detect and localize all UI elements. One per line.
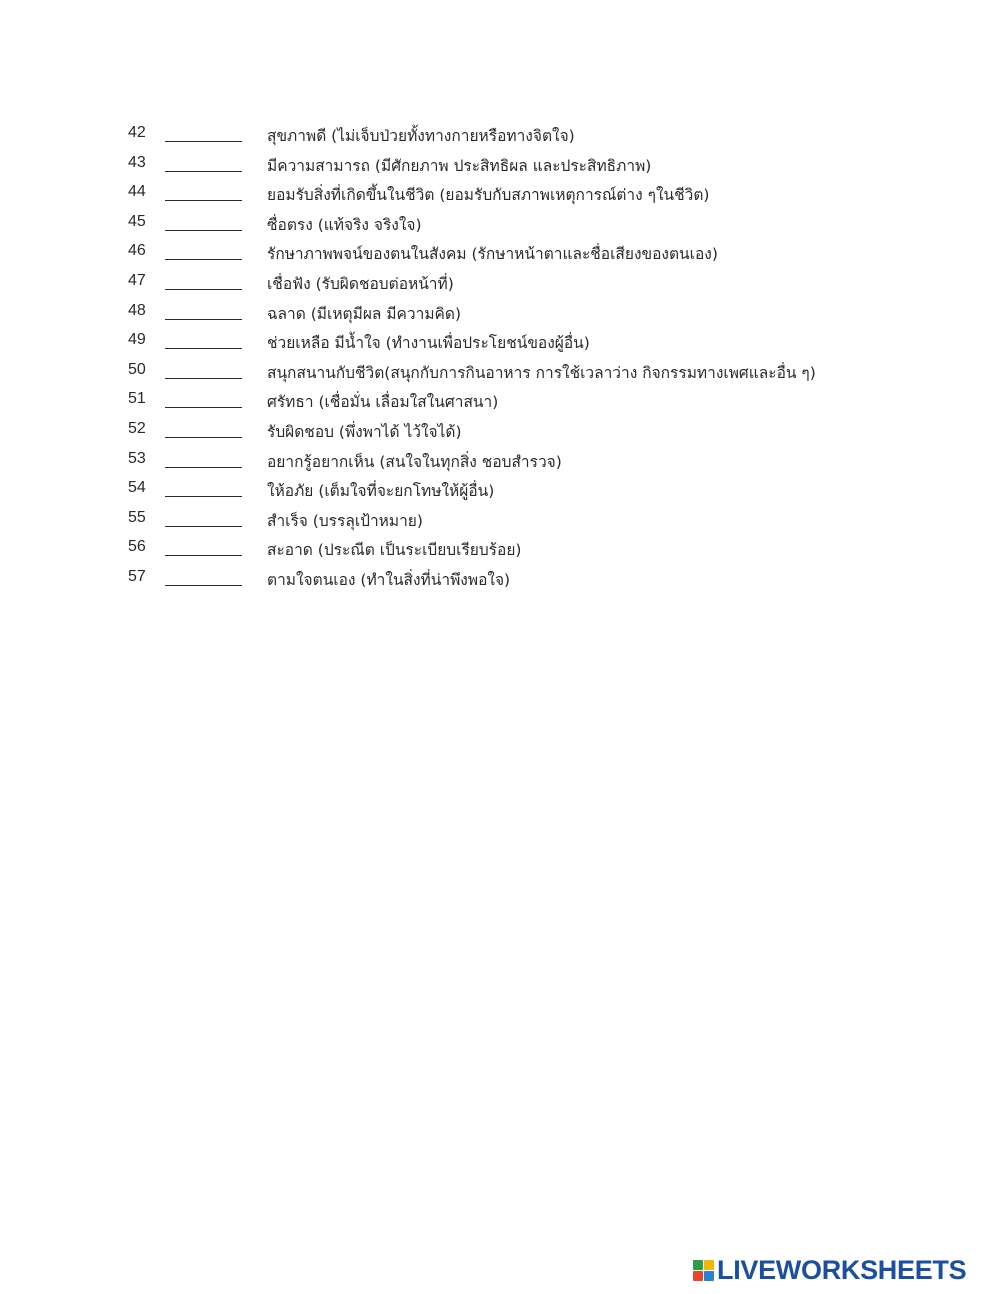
answer-blank[interactable] bbox=[165, 259, 242, 260]
list-item bbox=[0, 327, 1000, 357]
answer-blank[interactable] bbox=[165, 526, 242, 527]
item-number: 42 bbox=[128, 124, 146, 141]
list-item bbox=[0, 564, 1000, 594]
item-text: ยอมรับสิ่งที่เกิดขึ้นในชีวิต (ยอมรับกับสภาพเหตุการณ์ต่าง ๆในชีวิต) bbox=[267, 186, 710, 205]
list-item bbox=[0, 268, 1000, 298]
liveworksheets-logo-icon bbox=[693, 1260, 714, 1281]
item-text: ให้อภัย (เต็มใจที่จะยกโทษให้ผู้อื่น) bbox=[267, 482, 495, 501]
list-item bbox=[0, 150, 1000, 180]
answer-blank[interactable] bbox=[165, 141, 242, 142]
brand-logo-text: LIVEWORKSHEETS bbox=[717, 1255, 967, 1285]
item-number: 50 bbox=[128, 360, 146, 378]
item-text: เชื่อฟัง (รับผิดชอบต่อหน้าที่) bbox=[267, 274, 454, 293]
answer-blank[interactable] bbox=[165, 230, 242, 231]
answer-blank[interactable] bbox=[165, 585, 242, 586]
answer-blank[interactable] bbox=[165, 319, 242, 320]
item-text: สำเร็จ (บรรลุเป้าหมาย) bbox=[267, 511, 423, 530]
item-number: 53 bbox=[128, 449, 146, 467]
item-text: ช่วยเหลือ มีน้ำใจ (ทำงานเพื่อประโยชน์ของผู้อื่น) bbox=[267, 334, 590, 353]
answer-blank[interactable] bbox=[165, 407, 242, 408]
logo-tile-red bbox=[693, 1271, 703, 1281]
item-text: รับผิดชอบ (พึ่งพาได้ ไว้ใจได้) bbox=[267, 422, 462, 441]
item-number: 55 bbox=[128, 508, 146, 526]
item-text: รักษาภาพพจน์ของตนในสังคม (รักษาหน้าตาและชื่อเสียงของตนเอง) bbox=[267, 245, 718, 264]
list-item bbox=[0, 446, 1000, 476]
item-text: สุขภาพดี (ไม่เจ็บป่วยทั้งทางกายหรือทางจิตใจ) bbox=[267, 127, 575, 145]
list-item bbox=[0, 298, 1000, 328]
logo-tile-green bbox=[693, 1260, 703, 1270]
list-item bbox=[0, 120, 1000, 150]
item-number: 45 bbox=[128, 212, 146, 230]
item-number: 49 bbox=[128, 331, 146, 349]
item-number: 46 bbox=[128, 242, 146, 260]
item-text: ฉลาด (มีเหตุมีผล มีความคิด) bbox=[267, 304, 462, 323]
item-text: ศรัทธา (เชื่อมั่น เลื่อมใสในศาสนา) bbox=[267, 393, 499, 412]
list-item bbox=[0, 357, 1000, 387]
item-number: 54 bbox=[128, 479, 146, 497]
list-item bbox=[0, 209, 1000, 239]
answer-blank[interactable] bbox=[165, 496, 242, 497]
answer-blank[interactable] bbox=[165, 289, 242, 290]
answer-blank[interactable] bbox=[165, 348, 242, 349]
worksheet-item-list bbox=[0, 120, 1000, 594]
list-item bbox=[0, 475, 1000, 505]
item-text: สนุกสนานกับชีวิต(สนุกกับการกินอาหาร การใช้เวลาว่าง กิจกรรมทางเพศและอื่น ๆ) bbox=[267, 363, 816, 382]
list-item bbox=[0, 534, 1000, 564]
answer-blank[interactable] bbox=[165, 437, 242, 438]
item-text: ตามใจตนเอง (ทำในสิ่งที่น่าพึงพอใจ) bbox=[267, 570, 511, 589]
list-item bbox=[0, 505, 1000, 535]
list-item bbox=[0, 386, 1000, 416]
item-text: ซื่อตรง (แท้จริง จริงใจ) bbox=[267, 215, 422, 234]
list-item bbox=[0, 416, 1000, 446]
answer-blank[interactable] bbox=[165, 378, 242, 379]
item-number: 47 bbox=[128, 271, 146, 289]
list-item bbox=[0, 179, 1000, 209]
item-number: 52 bbox=[128, 419, 146, 437]
item-text: อยากรู้อยากเห็น (สนใจในทุกสิ่ง ชอบสำรวจ) bbox=[267, 452, 562, 471]
answer-blank[interactable] bbox=[165, 467, 242, 468]
item-text: สะอาด (ประณีต เป็นระเบียบเรียบร้อย) bbox=[267, 541, 522, 560]
item-number: 43 bbox=[128, 153, 146, 171]
logo-tile-yellow bbox=[704, 1260, 714, 1270]
list-item bbox=[0, 238, 1000, 268]
answer-blank[interactable] bbox=[165, 555, 242, 556]
logo-tile-blue bbox=[704, 1271, 714, 1281]
item-number: 48 bbox=[128, 301, 146, 319]
liveworksheets-logo bbox=[693, 1256, 966, 1284]
item-number: 56 bbox=[128, 538, 146, 556]
answer-blank[interactable] bbox=[165, 200, 242, 201]
answer-blank[interactable] bbox=[165, 171, 242, 172]
item-number: 51 bbox=[128, 390, 146, 408]
item-number: 44 bbox=[128, 183, 146, 201]
item-number: 57 bbox=[128, 567, 146, 585]
item-text: มีความสามารถ (มีศักยภาพ ประสิทธิผล และประสิทธิภาพ) bbox=[267, 156, 652, 175]
